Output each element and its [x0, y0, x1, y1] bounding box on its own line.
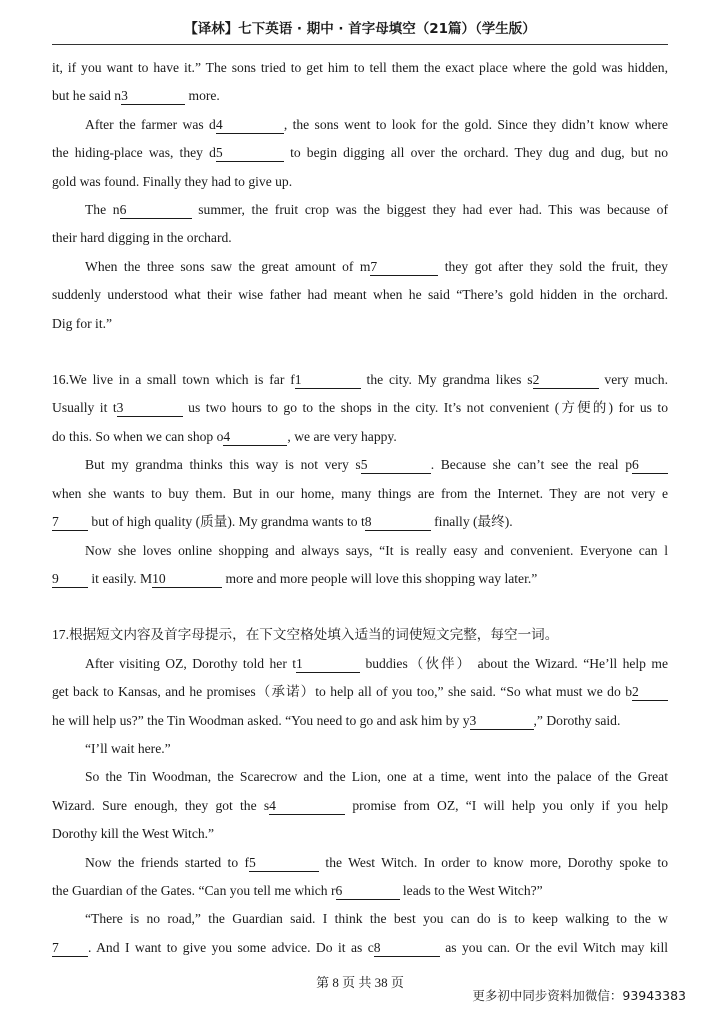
text: “There is no road,” the Guardian said. I think the best you can do is to keep walking to the w [85, 911, 668, 927]
page-header: 【译林】七下英语 · 期中 · 首字母填空（21篇）（学生版） [52, 14, 668, 45]
text: So the Tin Woodman, the Scarecrow and the Lion, one at a time, went into the palace of the Great [85, 769, 668, 785]
text: summer, the fruit crop was the biggest they had ever had. This was because of [191, 202, 668, 218]
text: he will help us?” the Tin Woodman asked. “You need to go and ask him by y [52, 712, 470, 728]
spacer [52, 593, 668, 621]
text: they got after they sold the fruit, they [438, 258, 668, 274]
paragraph [52, 735, 668, 763]
text: promise from OZ, “I will help you only if you help [345, 797, 668, 813]
text: to begin digging all over the orchard. They dug and dug, but no [283, 145, 668, 161]
text: do this. So when we can shop o [52, 428, 224, 444]
blank-7: 7 [52, 514, 88, 531]
paragraph [52, 565, 668, 593]
paragraph [52, 537, 668, 565]
text: leads to the West Witch?” [399, 882, 543, 898]
text: 16.We live in a small town which is far f [52, 372, 295, 388]
paragraph [52, 508, 668, 536]
blank-3: 3 [470, 713, 534, 730]
paragraph [52, 54, 668, 82]
blank-6: 6 [336, 883, 400, 900]
paragraph [52, 820, 668, 848]
paragraph [52, 451, 668, 479]
paragraph [52, 196, 668, 224]
text: Dig for it.” [52, 315, 113, 331]
text-line: it, if you want to have it.” The sons tried to get him to tell them the exact place where the gold was hidden, [52, 60, 668, 75]
paragraph [52, 82, 668, 110]
text: the West Witch. In order to know more, Dorothy spoke to [319, 854, 668, 870]
question-intro [52, 621, 668, 649]
text: the Guardian of the Gates. “Can you tell me which r [52, 882, 336, 898]
text: get back to Kansas, and he promises（承诺）to help all of you too,” she said. “So what must we do b [52, 684, 632, 700]
blank-7: 7 [370, 259, 438, 276]
text: , the sons went to look for the gold. Since they didn’t know where [283, 116, 668, 132]
blank-4: 4 [216, 117, 284, 134]
text: gold was found. Finally they had to give up. [52, 173, 293, 189]
text: as you can. Or the evil Witch may kill [439, 939, 669, 955]
paragraph [52, 310, 668, 338]
text: very much. [598, 372, 668, 388]
text: suddenly understood what their wise father had meant when he said “There’s gold hidden in the orchard. [52, 287, 668, 303]
text: the city. My grandma likes s [360, 372, 533, 388]
text: After visiting OZ, Dorothy told her t [85, 655, 297, 671]
text: it easily. M [88, 570, 153, 586]
text: . Because she can’t see the real p [430, 457, 632, 473]
text: but he said n [52, 88, 122, 104]
blank-2: 2 [632, 684, 668, 701]
text: But my grandma thinks this way is not very s [85, 457, 361, 473]
text: more. [185, 88, 220, 104]
blank-1: 1 [295, 372, 361, 389]
text: Dorothy kill the West Witch.” [52, 826, 215, 842]
blank-4: 4 [269, 798, 345, 815]
blank-1: 1 [296, 656, 360, 673]
blank-2: 2 [533, 372, 599, 389]
text: . And I want to give you some advice. Do it as c [88, 939, 374, 955]
text: “I’ll wait here.” [85, 740, 171, 756]
text: Usually it t [52, 400, 117, 416]
text: their hard digging in the orchard. [52, 230, 232, 246]
text: , we are very happy. [287, 428, 397, 444]
paragraph [52, 281, 668, 309]
blank-7: 7 [52, 940, 88, 957]
page-number: 第 8 页 共 38 页 [316, 975, 404, 990]
paragraph [52, 905, 668, 933]
text: Now she loves online shopping and always says, “It is really easy and convenient. Everyone can l [85, 542, 668, 558]
blank-9: 9 [52, 571, 88, 588]
text: finally (最终). [430, 514, 513, 530]
paragraph [52, 139, 668, 167]
blank-3: 3 [121, 88, 185, 105]
paragraph [52, 394, 668, 422]
blank-3: 3 [117, 400, 183, 417]
blank-5: 5 [249, 855, 319, 872]
paragraph [52, 423, 668, 451]
text: When the three sons saw the great amount of m [85, 258, 371, 274]
text: 17.根据短文内容及首字母提示，在下文空格处填入适当的词使短文完整，每空一词。 [52, 627, 559, 643]
text: but of high quality (质量). My grandma wants to t [88, 514, 365, 530]
paragraph [52, 168, 668, 196]
paragraph [52, 707, 668, 735]
paragraph [52, 849, 668, 877]
blank-8: 8 [365, 514, 431, 531]
paragraph [52, 366, 668, 394]
paragraph [52, 111, 668, 139]
paragraph [52, 253, 668, 281]
spacer [52, 338, 668, 366]
paragraph [52, 678, 668, 706]
text: the hiding-place was, they d [52, 145, 216, 161]
blank-8: 8 [374, 940, 440, 957]
footer-note: 更多初中同步资料加微信：93943383 [472, 988, 686, 1003]
blank-5: 5 [216, 145, 284, 162]
text: buddies（伙伴） about the Wizard. “He’ll help me [360, 655, 668, 671]
text: Wizard. Sure enough, they got the s [52, 797, 270, 813]
blank-10: 10 [152, 571, 222, 588]
paragraph [52, 934, 668, 962]
paragraph [52, 763, 668, 791]
text: ,” Dorothy said. [533, 712, 621, 728]
text: when she wants to buy them. But in our home, many things are from the Internet. They are not very e [52, 485, 668, 501]
blank-6: 6 [120, 202, 192, 219]
paragraph [52, 480, 668, 508]
paragraph [52, 650, 668, 678]
paragraph [52, 792, 668, 820]
document-body [52, 54, 668, 962]
blank-4: 4 [223, 429, 287, 446]
text: Now the friends started to f [85, 854, 250, 870]
blank-6: 6 [632, 457, 668, 474]
paragraph [52, 224, 668, 252]
text: The n [85, 202, 120, 218]
paragraph [52, 877, 668, 905]
text: us two hours to go to the shops in the city. It’s not convenient (方便的) for us to [182, 400, 668, 416]
blank-5: 5 [361, 457, 431, 474]
text: more and more people will love this shopping way later.” [222, 570, 538, 586]
text: After the farmer was d [85, 116, 216, 132]
